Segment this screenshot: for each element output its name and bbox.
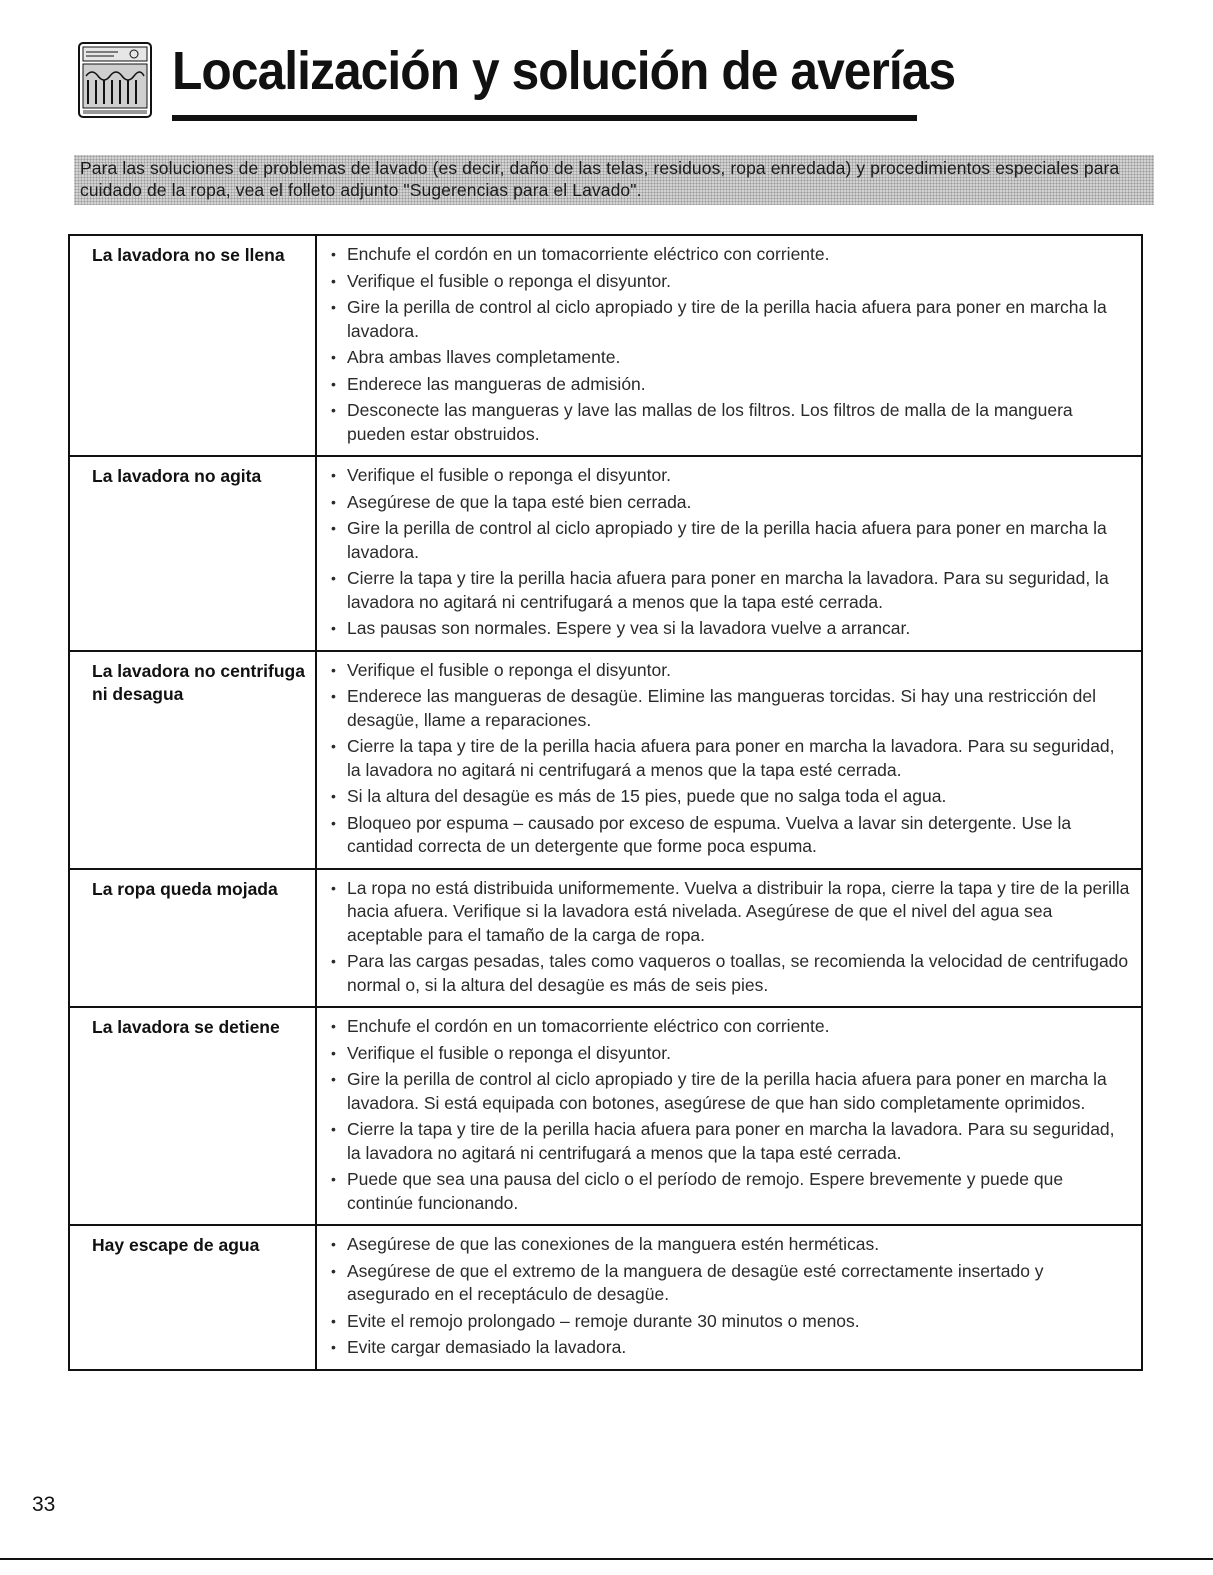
table-row [70, 457, 1141, 652]
solution-item: • Puede que sea una pausa del ciclo o el período de remojo. Espere brevemente y puede que continúe funcionando. [329, 1168, 1131, 1215]
solution-list [317, 870, 1141, 1007]
solution-item: • Enderece las mangueras de admisión. [329, 373, 1131, 397]
notice-box: Para las soluciones de problemas de lavado (es decir, daño de las telas, residuos, ropa enredada) y procedimientos especiales para cuidado de la ropa, vea el folleto adjunto "Sugerencias para el Lavado". [74, 155, 1154, 205]
solution-item: • Evite cargar demasiado la lavadora. [329, 1336, 1131, 1360]
table-row [70, 1226, 1141, 1369]
solution-list [317, 1008, 1141, 1224]
solution-item: • Enchufe el cordón en un tomacorriente eléctrico con corriente. [329, 243, 1131, 267]
troubleshooting-table [68, 234, 1143, 1371]
solution-list [317, 236, 1141, 455]
solution-item: • Enderece las mangueras de desagüe. Elimine las mangueras torcidas. Si hay una restricción del desagüe, llame a reparaciones. [329, 685, 1131, 732]
solution-item: • Abra ambas llaves completamente. [329, 346, 1131, 370]
solution-item: • La ropa no está distribuida uniformemente. Vuelva a distribuir la ropa, cierre la tapa y tire de la perilla hacia afuera. Verifique si la lavadora está nivelada. Asegúrese de que el nivel del agua sea aceptable para el tamaño de la carga de ropa. [329, 877, 1131, 948]
solution-item: • Para las cargas pesadas, tales como vaqueros o toallas, se recomienda la velocidad de centrifugado normal o, si la altura del desagüe es más de seis pies. [329, 950, 1131, 997]
solution-item: • Gire la perilla de control al ciclo apropiado y tire de la perilla hacia afuera para poner en marcha la lavadora. [329, 296, 1131, 343]
bottom-rule [0, 1558, 1213, 1560]
solution-item: • Cierre la tapa y tire de la perilla hacia afuera para poner en marcha la lavadora. Para su seguridad, la lavadora no agitará ni centrifugará a menos que la tapa esté cerrada. [329, 1118, 1131, 1165]
solution-item: • Gire la perilla de control al ciclo apropiado y tire de la perilla hacia afuera para poner en marcha la lavadora. Si está equipada con botones, asegúrese de que han sido completamente oprimidos. [329, 1068, 1131, 1115]
solution-item: • Verifique el fusible o reponga el disyuntor. [329, 464, 1131, 488]
solution-item: • Si la altura del desagüe es más de 15 pies, puede que no salga toda el agua. [329, 785, 1131, 809]
problem-label: La ropa queda mojada [70, 870, 317, 1007]
table-row [70, 870, 1141, 1009]
problem-label: La lavadora se detiene [70, 1008, 317, 1224]
solution-item: • Verifique el fusible o reponga el disyuntor. [329, 1042, 1131, 1066]
title-underline [172, 115, 917, 121]
problem-label: Hay escape de agua [70, 1226, 317, 1369]
solution-item: • Asegúrese de que las conexiones de la manguera estén herméticas. [329, 1233, 1131, 1257]
solution-item: • Verifique el fusible o reponga el disyuntor. [329, 659, 1131, 683]
problem-label: La lavadora no agita [70, 457, 317, 650]
solution-item: • Cierre la tapa y tire de la perilla hacia afuera para poner en marcha la lavadora. Para su seguridad, la lavadora no agitará ni centrifugará a menos que la tapa esté cerrada. [329, 735, 1131, 782]
table-row [70, 652, 1141, 870]
solution-item: • Verifique el fusible o reponga el disyuntor. [329, 270, 1131, 294]
solution-list [317, 652, 1141, 868]
solution-item: • Evite el remojo prolongado – remoje durante 30 minutos o menos. [329, 1310, 1131, 1334]
solution-item: • Bloqueo por espuma – causado por exceso de espuma. Vuelva a lavar sin detergente. Use la cantidad correcta de un detergente que forme poca espuma. [329, 812, 1131, 859]
page-number: 33 [32, 1493, 56, 1516]
solution-item: • Cierre la tapa y tire la perilla hacia afuera para poner en marcha la lavadora. Para su seguridad, la lavadora no agitará ni centrifugará a menos que la tapa esté cerrada. [329, 567, 1131, 614]
page-title: Localización y solución de averías [172, 41, 956, 101]
page-header [78, 36, 956, 126]
washer-icon [78, 42, 152, 118]
solution-list [317, 457, 1141, 650]
problem-label: La lavadora no centrifuga ni desagua [70, 652, 317, 868]
solution-item: • Las pausas son normales. Espere y vea si la lavadora vuelve a arrancar. [329, 617, 1131, 641]
solution-item: • Asegúrese de que el extremo de la manguera de desagüe esté correctamente insertado y asegurado en el receptáculo de desagüe. [329, 1260, 1131, 1307]
solution-item: • Enchufe el cordón en un tomacorriente eléctrico con corriente. [329, 1015, 1131, 1039]
table-row [70, 1008, 1141, 1226]
solution-list [317, 1226, 1141, 1369]
solution-item: • Desconecte las mangueras y lave las mallas de los filtros. Los filtros de malla de la manguera pueden estar obstruidos. [329, 399, 1131, 446]
solution-item: • Asegúrese de que la tapa esté bien cerrada. [329, 491, 1131, 515]
table-row [70, 236, 1141, 457]
solution-item: • Gire la perilla de control al ciclo apropiado y tire de la perilla hacia afuera para poner en marcha la lavadora. [329, 517, 1131, 564]
problem-label: La lavadora no se llena [70, 236, 317, 455]
